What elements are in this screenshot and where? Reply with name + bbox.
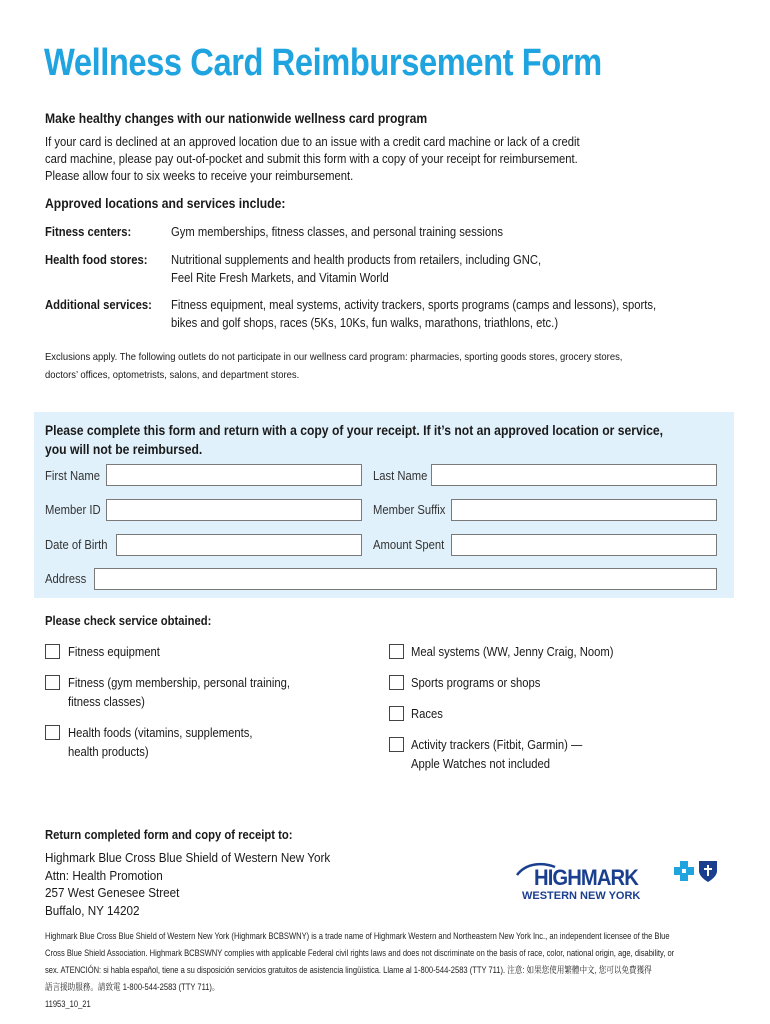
address-line: Highmark Blue Cross Blue Shield of Western New York [45,850,331,865]
option-health-foods [68,724,252,762]
form-instruction-line: Please complete this form and return with a copy of your receipt. If it’s not an approved location or service, [45,423,663,438]
first-name-label: First Name [45,469,101,483]
member-suffix-field[interactable] [451,499,717,521]
footer-line: sex. ATENCIÓN: si habla español, tiene a su disposición servicios gratuitos de asistencia lingüística. Llame al 1-800-544-2583 (TTY 711). 注意: 如果您使用繁體中文, 您可以免費獲得 [45,965,652,975]
checkbox-meal-systems[interactable] [389,644,404,659]
amount-spent-label: Amount Spent [373,538,445,552]
checkbox-activity-trackers[interactable] [389,737,404,752]
option-line: Fitness equipment [68,645,160,659]
option-sports-programs [411,674,540,693]
footer-line: Cross Blue Shield Association. Highmark BCBSWNY complies with applicable Federal civil rights laws and does not discriminate on the basis of race, color, national origin, age, disability, or [45,948,675,958]
checkbox-sports-programs[interactable] [389,675,404,690]
option-line: fitness classes) [68,695,145,709]
first-name-field[interactable] [106,464,362,486]
form-instruction [45,421,663,459]
dob-field[interactable] [116,534,362,556]
service-desc-line: bikes and golf shops, races (5Ks, 10Ks, fun walks, marathons, triathlons, etc.) [171,315,559,330]
footer-line: 語言援助服務。請致電 1-800-544-2583 (TTY 711)。 [45,982,220,992]
amount-spent-field[interactable] [451,534,717,556]
blue-shield-icon [698,859,718,883]
service-label-additional: Additional services: [45,298,152,312]
option-line: Races [411,707,443,721]
service-desc-line: Fitness equipment, meal systems, activity trackers, sports programs (camps and lessons), sports, [171,298,657,312]
option-line: health products) [68,745,149,759]
option-races [411,705,443,724]
last-name-label: Last Name [373,469,428,483]
service-desc-fitness-centers [171,224,503,242]
address-label: Address [45,572,87,586]
address-field[interactable] [94,568,717,590]
checkbox-races[interactable] [389,706,404,721]
exclusions-line: doctors’ offices, optometrists, salons, and department stores. [45,369,300,381]
option-line: Health foods (vitamins, supplements, [68,726,253,740]
highmark-logo [514,855,724,907]
intro-line: card machine, please pay out-of-pocket and submit this form with a copy of your receipt for reimbursement. [45,152,578,166]
checkbox-fitness[interactable] [45,675,60,690]
member-id-field[interactable] [106,499,362,521]
services-heading: Please check service obtained: [45,614,212,628]
intro-paragraph [45,134,580,185]
address-line: Attn: Health Promotion [45,867,163,883]
intro-heading: Make healthy changes with our nationwide wellness card program [45,111,428,126]
dob-label: Date of Birth [45,538,108,552]
service-label-fitness-centers: Fitness centers: [45,225,132,239]
address-line: Buffalo, NY 14202 [45,902,140,918]
return-address [45,849,330,919]
option-activity-trackers [411,736,582,774]
return-heading: Return completed form and copy of receipt to: [45,828,293,842]
member-id-label: Member ID [45,503,101,517]
checkbox-health-foods[interactable] [45,725,60,740]
option-meal-systems [411,643,614,662]
option-line: Fitness (gym membership, personal training, [68,676,290,690]
option-line: Sports programs or shops [411,676,541,690]
form-instruction-line: you will not be reimbursed. [45,442,203,457]
address-line: 257 West Genesee Street [45,885,180,900]
member-suffix-label: Member Suffix [373,503,446,517]
service-label-health-food: Health food stores: [45,253,148,267]
service-desc-line: Nutritional supplements and health products from retailers, including GNC, [171,253,542,267]
footer-line: Highmark Blue Cross Blue Shield of Western New York (Highmark BCBSWNY) is a trade name of Highmark Western and Northeastern New York Inc., an independent licensee of the Blue [45,931,670,941]
approved-heading: Approved locations and services include: [45,196,286,211]
option-line: Apple Watches not included [411,757,551,771]
last-name-field[interactable] [431,464,717,486]
service-desc-health-food [171,252,541,287]
intro-line: Please allow four to six weeks to receive your reimbursement. [45,169,354,183]
page-title: Wellness Card Reimbursement Form [44,42,602,84]
exclusions-note [45,348,622,384]
logo-brand: HIGHMARK [534,865,638,890]
service-desc-line: Feel Rite Fresh Markets, and Vitamin World [171,270,389,285]
option-fitness-equipment [68,643,160,662]
service-desc-line: Gym memberships, fitness classes, and personal training sessions [171,225,504,239]
exclusions-line: Exclusions apply. The following outlets do not participate in our wellness card program: pharmacies, sporting goods stores, grocery stores, [45,351,623,363]
option-fitness [68,674,290,712]
option-line: Meal systems (WW, Jenny Craig, Noom) [411,645,614,659]
blue-cross-icon [673,860,695,882]
intro-line: If your card is declined at an approved location due to an issue with a credit card machine or lack of a credit [45,135,580,149]
checkbox-fitness-equipment[interactable] [45,644,60,659]
service-desc-additional [171,297,656,332]
form-code: 11953_10_21 [45,999,91,1009]
option-line: Activity trackers (Fitbit, Garmin) — [411,738,583,752]
form-panel [34,412,734,598]
logo-region: WESTERN NEW YORK [522,890,641,902]
legal-footer [45,928,735,1013]
